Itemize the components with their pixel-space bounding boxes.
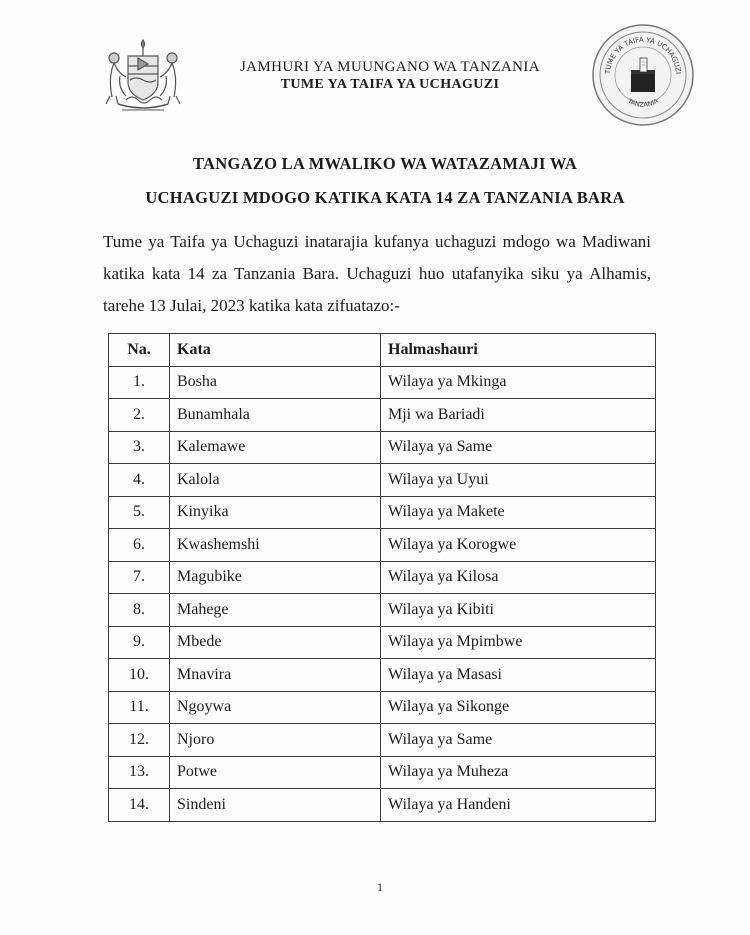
table-row [109, 561, 656, 594]
row-number: 7. [109, 561, 170, 594]
document-header [200, 58, 580, 94]
notice-title-line-1: TANGAZO LA MWALIKO WA WATAZAMAJI WA [192, 154, 578, 173]
electoral-commission-seal-icon [590, 22, 696, 128]
row-number: 4. [109, 464, 170, 497]
row-number: 13. [109, 756, 170, 789]
table-row [109, 789, 656, 822]
table-row [109, 431, 656, 464]
column-header-number: Na. [109, 334, 170, 367]
ward-name: Kalemawe [170, 431, 381, 464]
seal-bottom-text: TANZANIA [626, 97, 660, 109]
ward-name: Potwe [170, 756, 381, 789]
table-row [109, 496, 656, 529]
intro-paragraph: Tume ya Taifa ya Uchaguzi inatarajia kufanya uchaguzi mdogo wa Madiwani katika kata 14 za Tanzania Bara. Uchaguzi huo utafanyika siku ya Alhamis, tarehe 13 Julai, 2023 katika kata zifuatazo:- [103, 232, 651, 315]
ward-name: Mbede [170, 626, 381, 659]
table-row [109, 529, 656, 562]
council-name: Wilaya ya Masasi [381, 659, 656, 692]
table-row [109, 659, 656, 692]
ward-name: Magubike [170, 561, 381, 594]
row-number: 11. [109, 691, 170, 724]
council-name: Wilaya ya Same [381, 431, 656, 464]
row-number: 9. [109, 626, 170, 659]
coat-of-arms-icon [100, 36, 186, 118]
council-name: Wilaya ya Korogwe [381, 529, 656, 562]
council-name: Wilaya ya Mpimbwe [381, 626, 656, 659]
republic-name: JAMHURI YA MUUNGANO WA TANZANIA [239, 59, 541, 75]
page-number: 1 [377, 880, 383, 894]
ward-name: Kalola [170, 464, 381, 497]
seal-top-text: TUME YA TAIFA YA UCHAGUZI [603, 35, 682, 75]
council-name: Wilaya ya Muheza [381, 756, 656, 789]
wards-table [108, 333, 656, 822]
table-row [109, 724, 656, 757]
row-number: 2. [109, 399, 170, 432]
table-header-row [109, 334, 656, 367]
row-number: 1. [109, 366, 170, 399]
council-name: Wilaya ya Mkinga [381, 366, 656, 399]
ward-name: Bosha [170, 366, 381, 399]
table-row [109, 594, 656, 627]
table-row [109, 626, 656, 659]
notice-title-line-2: UCHAGUZI MDOGO KATIKA KATA 14 ZA TANZANIA BARA [145, 188, 625, 207]
council-name: Wilaya ya Sikonge [381, 691, 656, 724]
row-number: 12. [109, 724, 170, 757]
table-row [109, 366, 656, 399]
column-header-halmashauri: Halmashauri [381, 334, 656, 367]
table-row [109, 691, 656, 724]
council-name: Wilaya ya Handeni [381, 789, 656, 822]
row-number: 8. [109, 594, 170, 627]
council-name: Wilaya ya Makete [381, 496, 656, 529]
row-number: 10. [109, 659, 170, 692]
ward-name: Kinyika [170, 496, 381, 529]
ward-name: Sindeni [170, 789, 381, 822]
council-name: Wilaya ya Uyui [381, 464, 656, 497]
table-row [109, 399, 656, 432]
ward-name: Njoro [170, 724, 381, 757]
council-name: Wilaya ya Same [381, 724, 656, 757]
row-number: 14. [109, 789, 170, 822]
row-number: 5. [109, 496, 170, 529]
ward-name: Kwashemshi [170, 529, 381, 562]
row-number: 6. [109, 529, 170, 562]
row-number: 3. [109, 431, 170, 464]
council-name: Wilaya ya Kibiti [381, 594, 656, 627]
ward-name: Bunamhala [170, 399, 381, 432]
table-row [109, 464, 656, 497]
council-name: Mji wa Bariadi [381, 399, 656, 432]
column-header-kata: Kata [170, 334, 381, 367]
ward-name: Mnavira [170, 659, 381, 692]
table-row [109, 756, 656, 789]
ward-name: Mahege [170, 594, 381, 627]
ward-name: Ngoywa [170, 691, 381, 724]
commission-name: TUME YA TAIFA YA UCHAGUZI [280, 77, 500, 92]
council-name: Wilaya ya Kilosa [381, 561, 656, 594]
